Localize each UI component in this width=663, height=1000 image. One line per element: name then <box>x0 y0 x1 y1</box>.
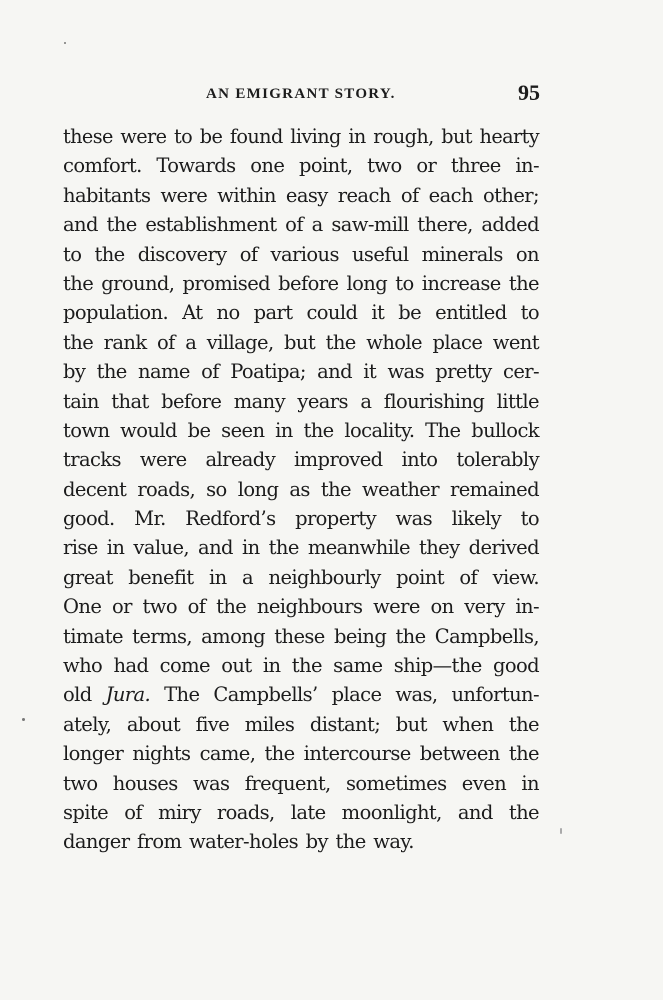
text-line: decent roads, so long as the weather remained <box>63 477 539 501</box>
text-line: good. Mr. Redford’s property was likely to <box>63 507 539 531</box>
page-number: 95 <box>518 80 540 105</box>
body-text <box>63 122 539 857</box>
text-line: by the name of Poatipa; and it was pretty cer- <box>63 360 539 384</box>
text-line: these were to be found living in rough, but hearty <box>63 125 539 148</box>
paper-speck <box>560 828 562 834</box>
text-line: who had come out in the same ship—the good <box>63 654 539 678</box>
text-line: timate terms, among these being the Campbells, <box>63 624 539 648</box>
text-line: the ground, promised before long to increase the <box>63 271 539 295</box>
text-line: ately, about five miles distant; but when the <box>63 712 539 736</box>
text-line: tracks were already improved into tolerably <box>63 448 539 472</box>
paper-speck <box>64 42 66 44</box>
running-head <box>64 80 540 110</box>
running-title: AN EMIGRANT STORY. <box>206 86 396 102</box>
text-line: tain that before many years a flourishing little <box>63 389 539 413</box>
text-line: two houses was frequent, sometimes even in <box>63 771 539 795</box>
italic-ship-name: Jura. <box>105 683 151 707</box>
text-segment: old <box>63 683 106 707</box>
text-line: habitants were within easy reach of each other; <box>63 183 539 207</box>
text-line: rise in value, and in the meanwhile they derived <box>63 536 539 560</box>
text-line: One or two of the neighbours were on very in- <box>63 595 539 619</box>
text-line: to the discovery of various useful minerals on <box>63 242 539 266</box>
text-line: the rank of a village, but the whole place went <box>63 330 539 354</box>
text-line <box>63 680 539 709</box>
text-line: longer nights came, the intercourse between the <box>63 742 539 766</box>
paper-speck <box>22 718 25 721</box>
text-line: spite of miry roads, late moonlight, and the <box>63 800 539 824</box>
text-segment: The Campbells’ place was, unfortun- <box>150 683 539 707</box>
text-line: great benefit in a neighbourly point of view. <box>63 565 539 589</box>
text-line: population. At no part could it be entitled to <box>63 301 539 325</box>
text-line: and the establishment of a saw-mill there, added <box>63 213 539 237</box>
text-line: comfort. Towards one point, two or three in- <box>63 154 539 178</box>
text-line: town would be seen in the locality. The bullock <box>63 418 539 442</box>
text-line: danger from water-holes by the way. <box>63 830 414 854</box>
